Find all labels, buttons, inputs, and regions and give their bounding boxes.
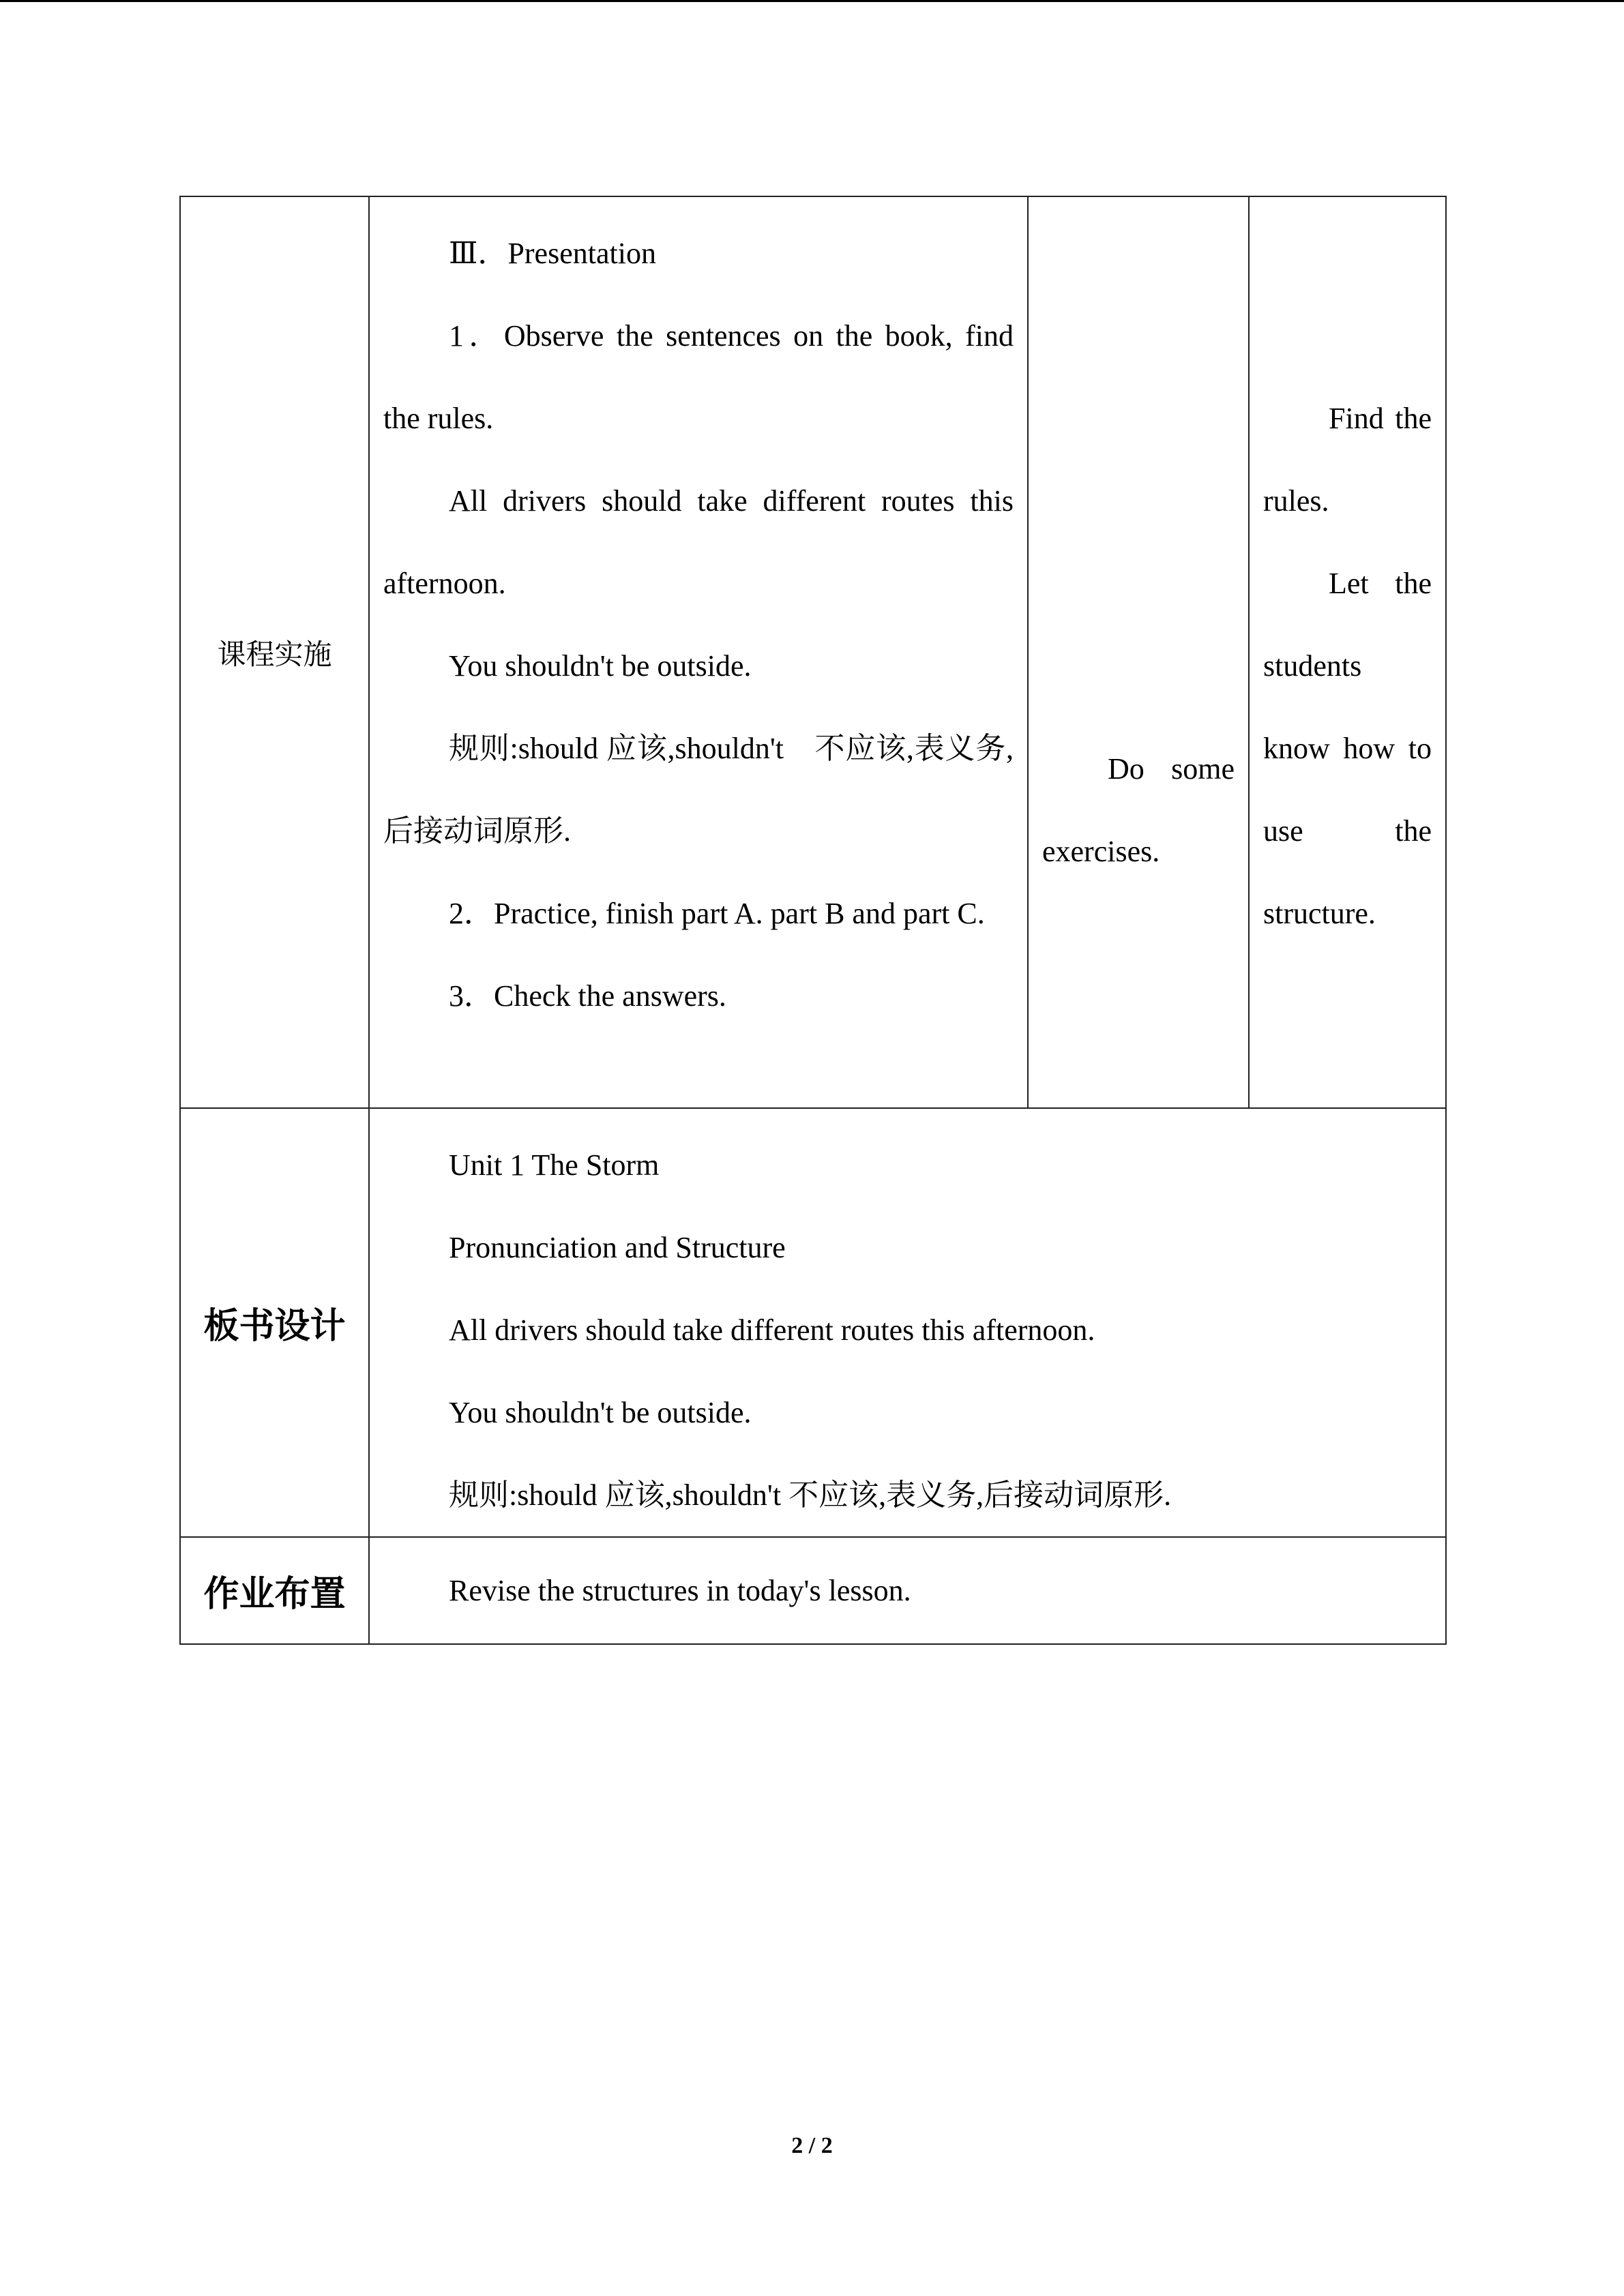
lesson-plan-table xyxy=(179,196,1447,1645)
row-board-design xyxy=(180,1108,1446,1537)
presentation-heading: Ⅲ．Presentation xyxy=(449,237,656,270)
student-activity-cell xyxy=(1028,196,1249,1108)
board-line: 规则:should 应该,shouldn't 不应该,表义务,后接动词原形. xyxy=(449,1478,1172,1512)
board-line: All drivers should take different routes this afternoon. xyxy=(449,1313,1095,1347)
label-implementation: 课程实施 xyxy=(180,196,369,1108)
board-line: Pronunciation and Structure xyxy=(449,1231,786,1264)
content-line: You shouldn't be outside. xyxy=(449,649,752,683)
implementation-content xyxy=(369,196,1028,1108)
content-line: 规则:should 应该,shouldn't 不应该,表义务,后接动词原形. xyxy=(383,732,1014,848)
purpose-cell xyxy=(1249,196,1446,1108)
content-line: All drivers should take different routes this afternoon. xyxy=(383,484,1014,600)
page-number: 2 / 2 xyxy=(791,2133,833,2158)
homework-content xyxy=(369,1537,1446,1644)
board-line: You shouldn't be outside. xyxy=(449,1396,752,1429)
homework-text: Revise the structures in today's lesson. xyxy=(449,1574,911,1607)
purpose-line: Let the students know how to use the structure. xyxy=(1263,567,1432,930)
content-line: 2．Practice, finish part A. part B and part C. xyxy=(449,897,985,930)
label-board-design: 板书设计 xyxy=(180,1108,369,1537)
content-line: 3．Check the answers. xyxy=(449,979,726,1013)
row-implementation xyxy=(180,196,1446,1108)
board-design-content xyxy=(369,1108,1446,1537)
label-homework: 作业布置 xyxy=(180,1537,369,1644)
purpose-line: Find the rules. xyxy=(1263,402,1432,518)
row-homework xyxy=(180,1537,1446,1644)
top-border-line xyxy=(0,0,1624,2)
board-line: Unit 1 The Storm xyxy=(449,1148,660,1182)
content-line: 1．Observe the sentences on the book, find the rules. xyxy=(383,319,1014,435)
student-activity-text: Do some exercises. xyxy=(1042,752,1235,868)
